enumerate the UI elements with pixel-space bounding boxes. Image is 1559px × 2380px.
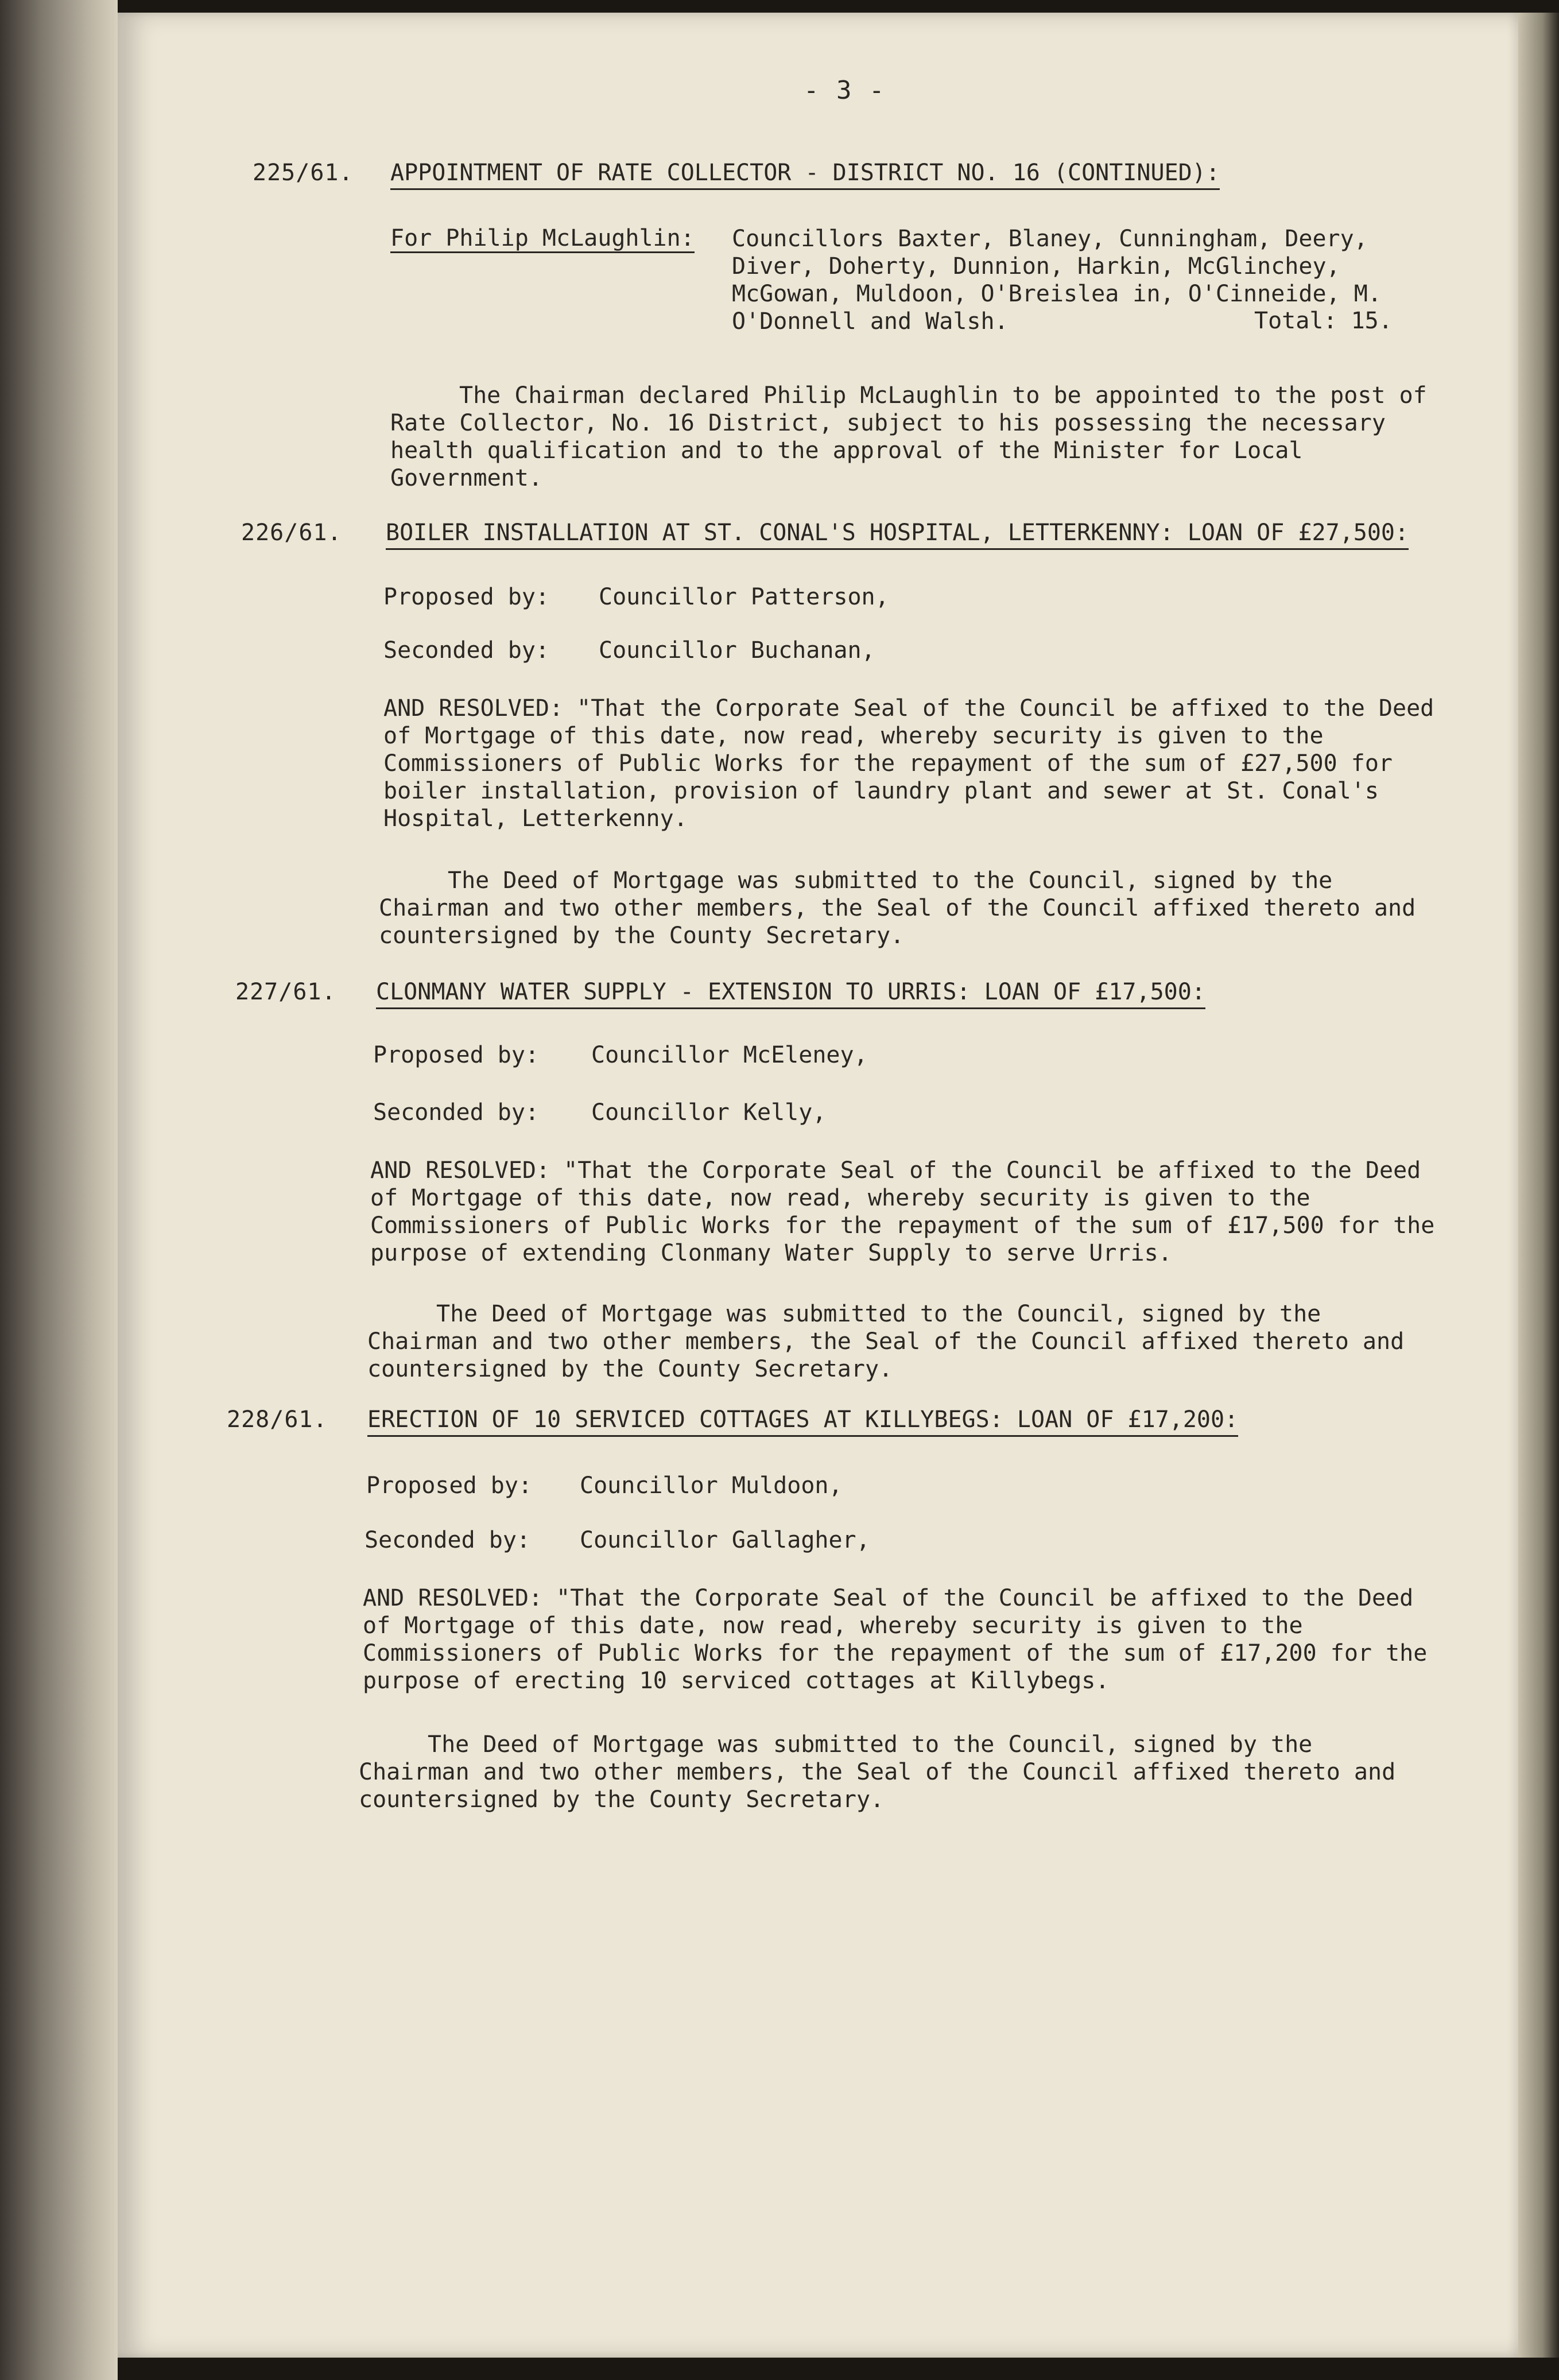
seconded-label: Seconded by: bbox=[373, 1099, 539, 1126]
minute-number: 227/61. bbox=[235, 979, 336, 1005]
seconded-label: Seconded by: bbox=[364, 1527, 530, 1553]
minute-number: 228/61. bbox=[227, 1406, 328, 1433]
vote-total: Total: 15. bbox=[1254, 308, 1393, 334]
seconded-label: Seconded by: bbox=[383, 637, 549, 664]
resolution-paragraph: AND RESOLVED: "That the Corporate Seal of the Council be affixed to the Deed of Mortgage of this date, now read, whereby security is given to the Commissioners of Public Works for the repayment of the sum of £17,200 for the purpose of erecting 10 serviced cottages at Killybegs. bbox=[363, 1585, 1428, 1694]
proposed-label: Proposed by: bbox=[366, 1472, 532, 1499]
paragraph-text: The Chairman declared Philip McLaughlin to be appointed to the post of Rate Collector, No. 16 District, subject to his possessing the necessary health qualification and to the approval of the Minister for Local Government. bbox=[390, 382, 1427, 491]
minute-paragraph bbox=[390, 382, 1458, 492]
paragraph-text: The Deed of Mortgage was submitted to the Council, signed by the Chairman and two other members, the Seal of the Council affixed thereto and countersigned by the County Secretary. bbox=[367, 1301, 1405, 1382]
deed-paragraph bbox=[379, 867, 1446, 949]
seconded-value: Councillor Buchanan, bbox=[599, 637, 875, 664]
minute-heading: BOILER INSTALLATION AT ST. CONAL'S HOSPITAL, LETTERKENNY: LOAN OF £27,500: bbox=[386, 520, 1409, 550]
resolution-paragraph: AND RESOLVED: "That the Corporate Seal of the Council be affixed to the Deed of Mortgage of this date, now read, whereby security is given to the Commissioners of Public Works for the repayment of the sum of £17,500 for the purpose of extending Clonmany Water Supply to serve Urris. bbox=[370, 1157, 1435, 1266]
page-number: - 3 - bbox=[804, 76, 886, 105]
deed-paragraph bbox=[367, 1300, 1435, 1383]
minute-heading: CLONMANY WATER SUPPLY - EXTENSION TO URRIS: LOAN OF £17,500: bbox=[376, 979, 1205, 1009]
seconded-value: Councillor Gallagher, bbox=[580, 1527, 870, 1553]
seconded-value: Councillor Kelly, bbox=[591, 1099, 827, 1126]
proposed-label: Proposed by: bbox=[373, 1042, 539, 1068]
proposed-value: Councillor Patterson, bbox=[599, 584, 889, 610]
page-edge bbox=[1518, 13, 1559, 2358]
proposed-value: Councillor Muldoon, bbox=[580, 1472, 843, 1499]
paragraph-text: The Deed of Mortgage was submitted to the Council, signed by the Chairman and two other members, the Seal of the Council affixed thereto and countersigned by the County Secretary. bbox=[359, 1731, 1396, 1813]
deed-paragraph bbox=[359, 1731, 1426, 1813]
minute-number: 225/61. bbox=[253, 160, 354, 186]
paragraph-text: The Deed of Mortgage was submitted to the Council, signed by the Chairman and two other members, the Seal of the Council affixed thereto and countersigned by the County Secretary. bbox=[379, 867, 1416, 949]
proposed-value: Councillor McEleney, bbox=[591, 1042, 868, 1068]
minute-heading: ERECTION OF 10 SERVICED COTTAGES AT KILLYBEGS: LOAN OF £17,200: bbox=[367, 1406, 1238, 1437]
minute-number: 226/61. bbox=[241, 520, 342, 546]
councillors-list: Councillors Baxter, Blaney, Cunningham, Deery, Diver, Doherty, Dunnion, Harkin, McGlinchey, McGowan, Muldoon, O'Breislea in, O'Cinneide, M. O'Donnell and Walsh. bbox=[732, 226, 1382, 335]
resolution-paragraph: AND RESOLVED: "That the Corporate Seal of the Council be affixed to the Deed of Mortgage of this date, now read, whereby security is given to the Commissioners of Public Works for the repayment of the sum of £27,500 for boiler installation, provision of laundry plant and sewer at St. Conal's Hospital, Letterkenny. bbox=[383, 695, 1434, 832]
book-binding bbox=[0, 0, 118, 2380]
vote-for-label: For Philip McLaughlin: bbox=[390, 225, 695, 253]
proposed-label: Proposed by: bbox=[383, 584, 549, 610]
minute-heading: APPOINTMENT OF RATE COLLECTOR - DISTRICT NO. 16 (CONTINUED): bbox=[390, 160, 1220, 190]
